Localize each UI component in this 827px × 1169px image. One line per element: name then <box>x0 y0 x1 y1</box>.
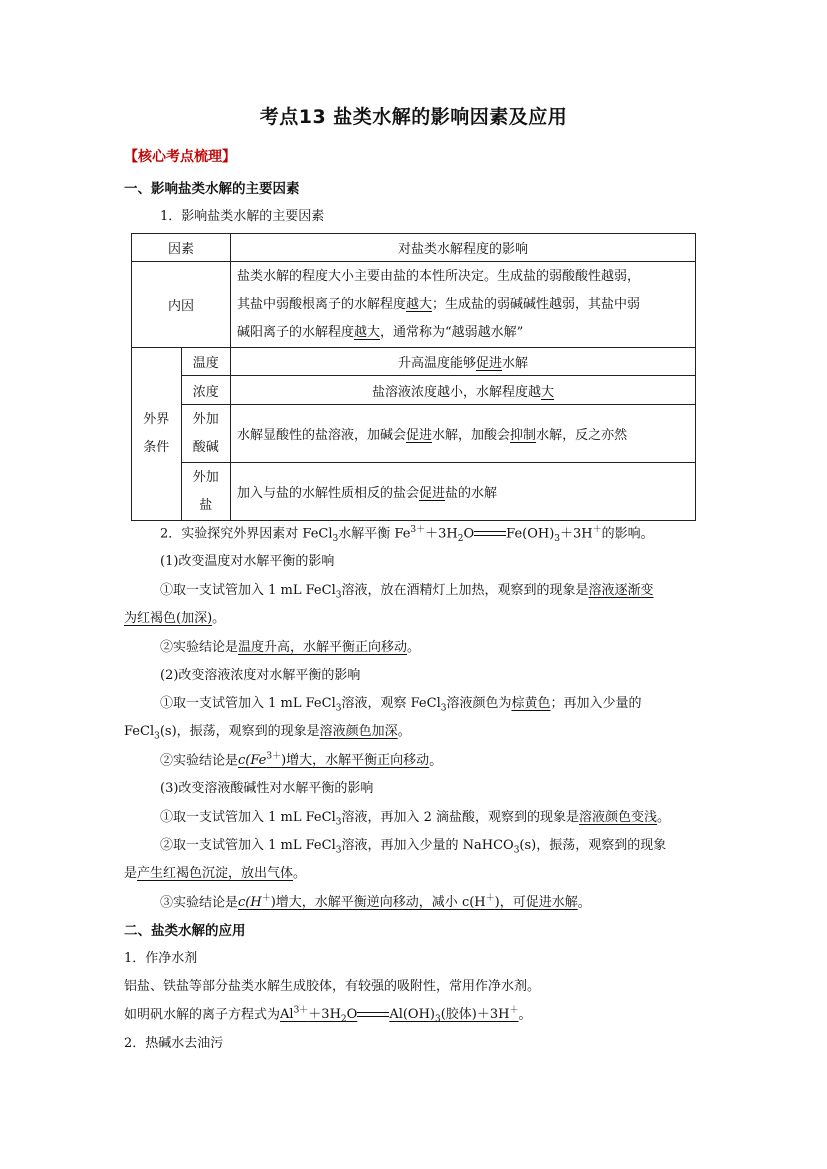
part-2-conclusion: ②实验结论是$c(Fe^{3+})$增大，水解平衡正向移动。 <box>160 752 443 769</box>
part-3-title: (3)改变溶液酸碱性对水解平衡的影响 <box>160 781 374 796</box>
external-label: 外界 条件 <box>132 348 182 521</box>
conc-label: 浓度 <box>181 376 231 405</box>
equilibrium-arrow <box>357 1010 389 1020</box>
part-1-title: (1)改变温度对水解平衡的影响 <box>160 554 335 569</box>
equilibrium-arrow <box>474 529 506 539</box>
table-head-factor: 因素 <box>132 234 231 262</box>
internal-text: 盐类水解的程度大小主要由盐的本性所决定。生成盐的弱酸酸性越弱， 其盐中弱酸根离子的水解程度越大；生成盐的弱碱碱性越弱，其盐中弱 碱阳离子的水解程度越大，通常称为“越弱越水解” <box>231 262 696 348</box>
part-1-step-1-cont: 为红褐色(加深)。 <box>124 611 226 626</box>
part-1-conclusion: ②实验结论是温度升高，水解平衡正向移动。 <box>160 640 421 655</box>
part-1-step-1: ①取一支试管加入 1 mL FeCl$_3$溶液，放在酒精灯上加热，观察到的现象是溶液逐渐变 <box>160 583 654 601</box>
acid-label: 外加 酸碱 <box>181 405 231 463</box>
app-1-text: 铝盐、铁盐等部分盐类水解生成胶体，有较强的吸附性，常用作净水剂。 <box>124 979 541 994</box>
item-2: 2．实验探究外界因素对 FeCl$_3$水解平衡 $Fe^{3+}+3H_2O$ $Fe(OH)_3+3H^+$的影响。 <box>160 525 654 544</box>
table-head-effect: 对盐类水解程度的影响 <box>231 234 696 262</box>
part-3-step-2: ②取一支试管加入 1 mL FeCl$_3$溶液，再加入少量的 NaHCO$_3$(s)，振荡，观察到的现象 <box>160 838 667 856</box>
part-3-step-1: ①取一支试管加入 1 mL FeCl$_3$溶液，再加入 2 滴盐酸，观察到的现象是溶液颜色变浅。 <box>160 810 671 828</box>
heading-factors: 一、影响盐类水解的主要因素 <box>124 181 300 197</box>
app-2-title: 2．热碱水去油污 <box>124 1036 224 1051</box>
app-1-title: 1．作净水剂 <box>124 951 198 966</box>
part-2-step-1: ①取一支试管加入 1 mL FeCl$_3$溶液，观察 FeCl$_3$溶液颜色为棕黄色；再加入少量的 <box>160 696 642 714</box>
part-3-conclusion: ③实验结论是c(H＋)增大，水解平衡逆向移动，减小 c(H＋)，可促进水解。 <box>160 894 591 911</box>
part-2-title: (2)改变溶液浓度对水解平衡的影响 <box>160 668 361 683</box>
factors-table <box>131 233 696 521</box>
internal-label: 内因 <box>132 262 231 348</box>
section-heading-core: 【核心考点梳理】 <box>124 149 236 165</box>
part-2-step-1-cont: FeCl$_3$(s)，振荡，观察到的现象是溶液颜色加深。 <box>124 724 411 742</box>
salt-label: 外加 盐 <box>181 463 231 521</box>
item-1: 1．影响盐类水解的主要因素 <box>160 209 325 224</box>
app-1-equation: 如明矾水解的离子方程式为$Al^{3+}+3H_2O$ $Al(OH)_3$(胶体)＋3H＋。 <box>124 1006 532 1025</box>
conc-text: 盐溶液浓度越小，水解程度越大 <box>231 376 696 405</box>
acid-text: 水解显酸性的盐溶液，加碱会促进水解，加酸会抑制水解，反之亦然 <box>231 405 696 463</box>
part-3-step-2-cont: 是产生红褐色沉淀，放出气体。 <box>124 866 307 881</box>
temp-label: 温度 <box>181 348 231 376</box>
salt-text: 加入与盐的水解性质相反的盐会促进盐的水解 <box>231 463 696 521</box>
temp-text: 升高温度能够促进水解 <box>231 348 696 376</box>
page-title: 考点13 盐类水解的影响因素及应用 <box>259 106 568 128</box>
heading-applications: 二、盐类水解的应用 <box>124 923 246 939</box>
